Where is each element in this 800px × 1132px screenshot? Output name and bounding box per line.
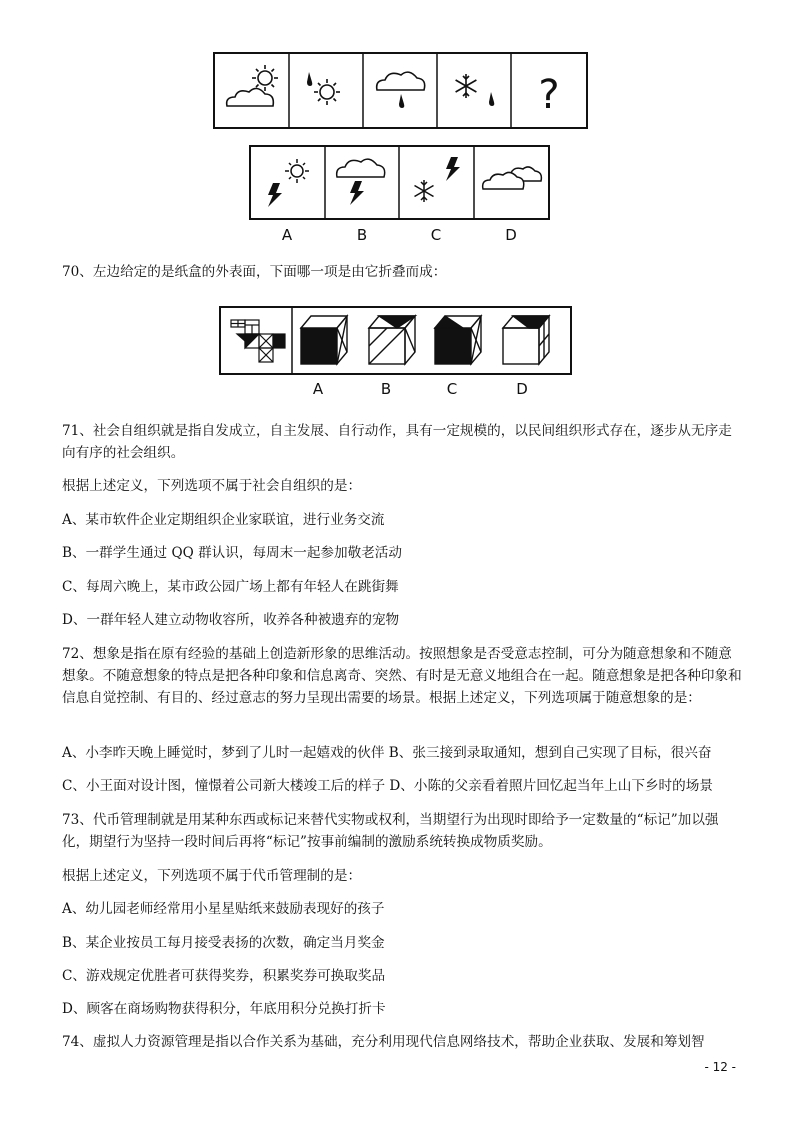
question-mark: ?	[538, 72, 560, 118]
box-folding-figure	[219, 306, 573, 376]
option-label-c: C	[430, 226, 442, 244]
question-71-prompt: 根据上述定义，下列选项不属于社会自组织的是：	[62, 478, 362, 494]
question-73-text: 73、代币管理制就是用某种东西或标记来替代实物或权利，当期望行为出现时即给予一定数量的“标记”加以强化，期望行为坚持一段时间后再将“标记”按事前编制的激励系统转换成物质奖励。	[62, 812, 719, 850]
cloud-icon	[227, 88, 274, 106]
page-number: - 12 -	[704, 1060, 736, 1074]
snowflake-icon	[456, 74, 477, 98]
raindrop-icon	[489, 92, 494, 106]
question-71-text: 71、社会自组织就是指自发成立，自主发展、自行动作，具有一定规模的，以民间组织形式存在，逐步从无序走向有序的社会组织。	[62, 423, 732, 461]
cube-b	[369, 316, 415, 364]
option-label-d: D	[516, 380, 528, 398]
option-label-a: A	[312, 380, 324, 398]
question-72-options-ab: A、小李昨天晚上睡觉时，梦到了儿时一起嬉戏的伙伴 B、张三接到录取通知，想到自己实现了目标，很兴奋	[62, 745, 712, 761]
option-label-c: C	[446, 380, 458, 398]
lightning-icon	[268, 183, 282, 207]
question-73-option-c: C、游戏规定优胜者可获得奖券，积累奖券可换取奖品	[62, 968, 386, 984]
sun-icon	[314, 79, 340, 105]
raindrop-icon	[307, 72, 312, 86]
snowflake-icon	[415, 180, 434, 202]
option-label-b: B	[356, 226, 368, 244]
cube-a	[301, 316, 347, 364]
box-net-diagram	[231, 320, 285, 362]
weather-options-figure	[249, 145, 551, 221]
cloud-icon	[377, 72, 425, 90]
question-72-options-cd: C、小王面对设计图，憧憬着公司新大楼竣工后的样子 D、小陈的父亲看着照片回忆起当年上山下乡时的场景	[62, 778, 713, 794]
question-73-option-d: D、顾客在商场购物获得积分，年底用积分兑换打折卡	[62, 1001, 386, 1017]
sun-icon	[252, 65, 278, 91]
question-71-option-c: C、每周六晚上，某市政公园广场上都有年轻人在跳街舞	[62, 579, 399, 595]
question-70-text: 70、左边给定的是纸盒的外表面，下面哪一项是由它折叠而成：	[62, 264, 447, 280]
option-label-a: A	[281, 226, 293, 244]
lightning-icon	[446, 157, 460, 181]
lightning-icon	[350, 181, 364, 205]
option-label-b: B	[380, 380, 392, 398]
question-71-option-a: A、某市软件企业定期组织企业家联谊，进行业务交流	[62, 512, 385, 528]
question-71-option-b: B、一群学生通过 QQ 群认识，每周末一起参加敬老活动	[62, 545, 402, 561]
raindrop-icon	[399, 94, 404, 108]
cube-c	[435, 316, 481, 364]
question-71-option-d: D、一群年轻人建立动物收容所，收养各种被遗弃的宠物	[62, 612, 400, 628]
sun-icon	[285, 159, 309, 183]
question-72-text: 72、想象是指在原有经验的基础上创造新形象的思维活动。按照想象是否受意志控制，可分为随意想象和不随意想象。不随意想象的特点是把各种印象和信息离奇、突然、有时是无意义地组合在一起。随意想象是把各种印象和信息自觉控制、有目的、经过意志的努力呈现出需要的场景。根据上述定义，下列选项属于随意想象的是：	[62, 646, 742, 706]
cube-d	[503, 316, 549, 364]
question-73-option-a: A、幼儿园老师经常用小星星贴纸来鼓励表现好的孩子	[62, 901, 385, 917]
cloud-icon	[337, 159, 385, 177]
weather-sequence-figure	[213, 52, 589, 130]
question-74-text: 74、虚拟人力资源管理是指以合作关系为基础，充分利用现代信息网络技术，帮助企业获取、发展和筹划智	[62, 1034, 705, 1050]
question-73-option-b: B、某企业按员工每月接受表扬的次数，确定当月奖金	[62, 935, 385, 951]
cloud-icon	[483, 172, 524, 189]
question-73-prompt: 根据上述定义，下列选项不属于代币管理制的是：	[62, 868, 362, 884]
option-label-d: D	[505, 226, 517, 244]
